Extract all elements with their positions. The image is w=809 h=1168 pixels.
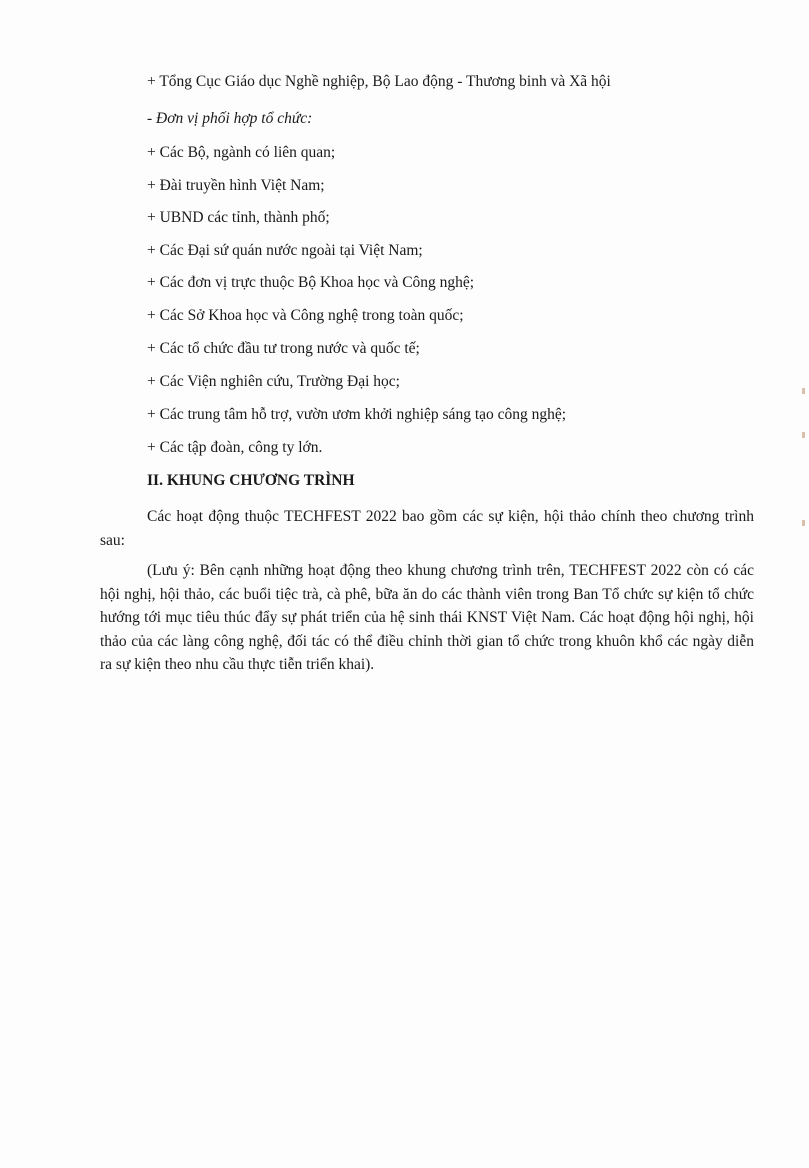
coorganizer-item: + Các Đại sứ quán nước ngoài tại Việt Nam; <box>147 242 423 259</box>
coorganizer-item: + UBND các tỉnh, thành phố; <box>147 209 330 226</box>
coorganizer-item: + Các trung tâm hỗ trợ, vườn ươm khởi nghiệp sáng tạo công nghệ; <box>147 406 567 423</box>
organizer-line: + Tổng Cục Giáo dục Nghề nghiệp, Bộ Lao động - Thương binh và Xã hội <box>147 73 611 90</box>
scan-edge-mark <box>802 432 805 438</box>
coorganizer-item: + Các tập đoàn, công ty lớn. <box>147 439 323 456</box>
paragraph-intro: Các hoạt động thuộc TECHFEST 2022 bao gồm các sự kiện, hội thảo chính theo chương trình sau: <box>100 508 754 549</box>
coorganizer-item: + Các Sở Khoa học và Công nghệ trong toàn quốc; <box>147 307 464 324</box>
scan-edge-mark <box>802 520 805 526</box>
coorganizer-item: + Các đơn vị trực thuộc Bộ Khoa học và Công nghệ; <box>147 274 475 291</box>
paragraph-note: (Lưu ý: Bên cạnh những hoạt động theo khung chương trình trên, TECHFEST 2022 còn có các hội nghị, hội thảo, các buổi tiệc trà, cà phê, bữa ăn do các thành viên trong Ban Tổ chức sự kiện tổ chức hướng tới mục tiêu thúc đẩy sự phát triển của hệ sinh thái KNST Việt Nam. Các hoạt động hội nghị, hội thảo của các làng công nghệ, đối tác có thể điều chỉnh thời gian tổ chức trong khuôn khổ các ngày diễn ra sự kiện theo nhu cầu thực tiễn triển khai). <box>100 562 754 673</box>
coorganizer-item: + Đài truyền hình Việt Nam; <box>147 177 325 194</box>
scan-edge-mark <box>802 388 805 394</box>
coorganizer-item: + Các tổ chức đầu tư trong nước và quốc tế; <box>147 340 420 357</box>
coorganizer-item: + Các Viện nghiên cứu, Trường Đại học; <box>147 373 400 390</box>
coorganizer-item: + Các Bộ, ngành có liên quan; <box>147 144 336 161</box>
section-heading: II. KHUNG CHƯƠNG TRÌNH <box>147 472 355 489</box>
coorganizer-heading: - Đơn vị phối hợp tổ chức: <box>147 110 313 127</box>
